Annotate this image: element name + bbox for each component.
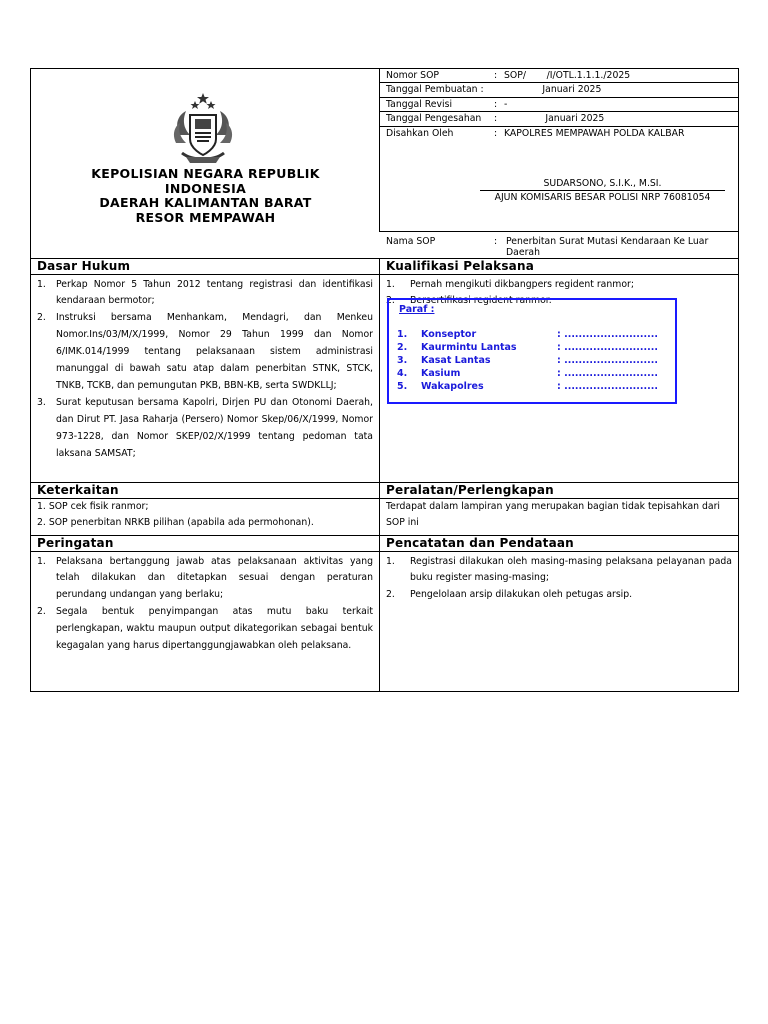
- keterkaitan-list: [31, 499, 379, 533]
- paraf-label: Wakapolres: [421, 381, 484, 392]
- section-title: Peringatan: [31, 536, 379, 552]
- tanggal-pembuatan-row: [380, 83, 738, 97]
- item-number: 1.: [37, 278, 46, 290]
- pencatatan-list: [380, 552, 738, 605]
- disahkan-row: [386, 127, 738, 140]
- nama-sop-value: Penerbitan Surat Mutasi Kendaraan Ke Luar Daerah: [506, 235, 709, 258]
- section-row-3: [30, 536, 739, 692]
- paraf-row: [397, 329, 667, 340]
- item-number: 1.: [37, 555, 46, 567]
- tanggal-pengesahan-value: Januari 2025: [504, 113, 605, 125]
- peralatan-section: [380, 483, 738, 535]
- org-line: RESOR MEMPAWAH: [135, 209, 276, 225]
- paraf-box: [387, 298, 677, 404]
- org-panel: [31, 69, 380, 232]
- signer-name: SUDARSONO, S.I.K., M.SI.: [480, 177, 725, 191]
- paraf-signature-line: : ..........................: [557, 355, 658, 366]
- list-item: [386, 587, 732, 604]
- dasar-hukum-section: [31, 259, 380, 482]
- section-title: Kualifikasi Pelaksana: [380, 259, 738, 275]
- paraf-number: 5.: [397, 381, 408, 392]
- tanggal-pengesahan-label: Tanggal Pengesahan: [386, 113, 482, 125]
- peralatan-text: Terdapat dalam lampiran yang merupakan bagian tidak tepisahkan dari SOP ini: [386, 500, 720, 529]
- paraf-label: Konseptor: [421, 329, 477, 340]
- sop-header: [30, 68, 739, 259]
- peringatan-section: [31, 536, 380, 691]
- item-text: Segala bentuk penyimpangan atas mutu baku terkait perlengkapan, waktu maupun output dikategorikan sebagai bentuk kegagalan yang harus dipertanggungjawabkan oleh pelaksana.: [56, 606, 373, 652]
- nama-sop-row: [380, 232, 738, 258]
- nomor-sop-label: Nomor SOP: [386, 70, 439, 81]
- item-number: 2.: [37, 606, 46, 618]
- list-item: [386, 554, 732, 588]
- colon: :: [494, 235, 498, 247]
- item-number: 3.: [37, 396, 46, 408]
- peringatan-list: [31, 552, 379, 655]
- section-title: Dasar Hukum: [31, 259, 379, 275]
- tanggal-revisi-label: Tanggal Revisi: [386, 98, 453, 110]
- pencatatan-section: [380, 536, 738, 691]
- tanggal-pembuatan-value: Januari 2025: [504, 84, 602, 96]
- list-item: 1. SOP cek fisik ranmor;: [37, 500, 149, 512]
- nomor-sop-row: [380, 69, 738, 83]
- paraf-row: [397, 381, 667, 392]
- sop-document: [30, 68, 739, 692]
- section-title: Keterkaitan: [31, 483, 379, 499]
- colon: :: [494, 127, 498, 139]
- paraf-title: Paraf :: [399, 304, 435, 315]
- paraf-label: Kasat Lantas: [421, 355, 491, 366]
- org-line: KEPOLISIAN NEGARA REPUBLIK: [91, 166, 320, 181]
- item-number: 1.: [386, 555, 395, 567]
- organization-name: [31, 167, 380, 225]
- item-text: Instruksi bersama Menhankam, Mendagri, dan Menkeu Nomor.Ins/03/M/X/1999, Nomor 29 Tahun 1999 dan Nomor 6/IMK.014/1999 tentang pelaksanaan sistem administrasi manunggal di bawah satu atap dalam penerbitan STNK, STCK, TNKB, TCKB, dan pemungutan PKB, BBN-KB, serta SWDKLLJ;: [56, 312, 373, 391]
- section-row-2: [30, 483, 739, 536]
- colon: :: [494, 70, 498, 81]
- item-number: 2.: [386, 589, 395, 601]
- paraf-label: Kaurmintu Lantas: [421, 342, 517, 353]
- paraf-signature-line: : ..........................: [557, 342, 658, 353]
- org-line: INDONESIA: [164, 180, 247, 196]
- signer-rank: AJUN KOMISARIS BESAR POLISI NRP 76081054: [494, 191, 711, 203]
- paraf-number: 1.: [397, 329, 408, 340]
- disahkan-label: Disahkan Oleh: [386, 127, 454, 139]
- paraf-number: 3.: [397, 355, 408, 366]
- org-line: DAERAH KALIMANTAN BARAT: [99, 195, 312, 210]
- keterkaitan-section: [31, 483, 380, 535]
- item-text: Perkap Nomor 5 Tahun 2012 tentang registrasi dan identifikasi kendaraan bermotor;: [56, 278, 373, 307]
- list-item: [37, 310, 373, 395]
- item-text: Bersertifikasi regident ranmor.: [410, 295, 552, 307]
- sop-meta: [380, 69, 738, 258]
- paraf-signature-line: : ..........................: [557, 381, 658, 392]
- paraf-row: [397, 355, 667, 366]
- list-item: [37, 604, 373, 655]
- approval-block: [380, 127, 738, 232]
- paraf-label: Kasium: [421, 368, 461, 379]
- item-text: Pernah mengikuti dikbangpers regident ranmor;: [410, 278, 634, 290]
- tanggal-revisi-row: [380, 98, 738, 112]
- tanggal-revisi-value: -: [504, 98, 508, 110]
- nomor-sop-value: SOP/ /I/OTL.1.1.1./2025: [504, 70, 631, 81]
- colon: :: [494, 113, 498, 125]
- item-text: Surat keputusan bersama Kapolri, Dirjen PU dan Otonomi Daerah, dan Dirut PT. Jasa Raharja (Persero) Nomor Skep/06/X/1999, Nomor 973-1228, dan Nomor SKEP/02/X/1999 tentang pedoman tata laksana SAMSAT;: [56, 396, 373, 459]
- list-item: [37, 395, 373, 463]
- item-text: Pelaksana bertanggung jawab atas pelaksanaan aktivitas yang telah dilakukan dan ditetapkan sesuai dengan peraturan perundang undangan yang berlaku;: [56, 555, 373, 601]
- item-text: Registrasi dilakukan oleh masing-masing pelaksana pelayanan pada buku register masing-masing;: [410, 555, 732, 584]
- paraf-row: [397, 342, 667, 353]
- paraf-number: 2.: [397, 342, 408, 353]
- list-item: [37, 277, 373, 311]
- tanggal-pembuatan-label: Tanggal Pembuatan :: [386, 84, 484, 96]
- section-title: Peralatan/Perlengkapan: [380, 483, 738, 499]
- dasar-hukum-list: [31, 275, 379, 463]
- colon: :: [494, 98, 498, 110]
- paraf-number: 4.: [397, 368, 408, 379]
- paraf-signature-line: : ..........................: [557, 329, 658, 340]
- section-title: Pencatatan dan Pendataan: [380, 536, 738, 552]
- item-number: 2.: [37, 312, 46, 324]
- tanggal-pengesahan-row: [380, 112, 738, 126]
- disahkan-value: KAPOLRES MEMPAWAH POLDA KALBAR: [504, 127, 685, 139]
- item-text: Pengelolaan arsip dilakukan oleh petugas arsip.: [410, 589, 633, 601]
- list-item: 2. SOP penerbitan NRKB pilihan (apabila ada permohonan).: [37, 517, 314, 529]
- item-number: 2.: [386, 295, 395, 307]
- item-number: 1.: [386, 278, 395, 290]
- list-item: [37, 554, 373, 605]
- paraf-row: [397, 368, 667, 379]
- list-item: [386, 277, 732, 294]
- nama-sop-label: Nama SOP: [386, 235, 436, 247]
- paraf-signature-line: : ..........................: [557, 368, 658, 379]
- police-emblem-icon: [164, 91, 242, 167]
